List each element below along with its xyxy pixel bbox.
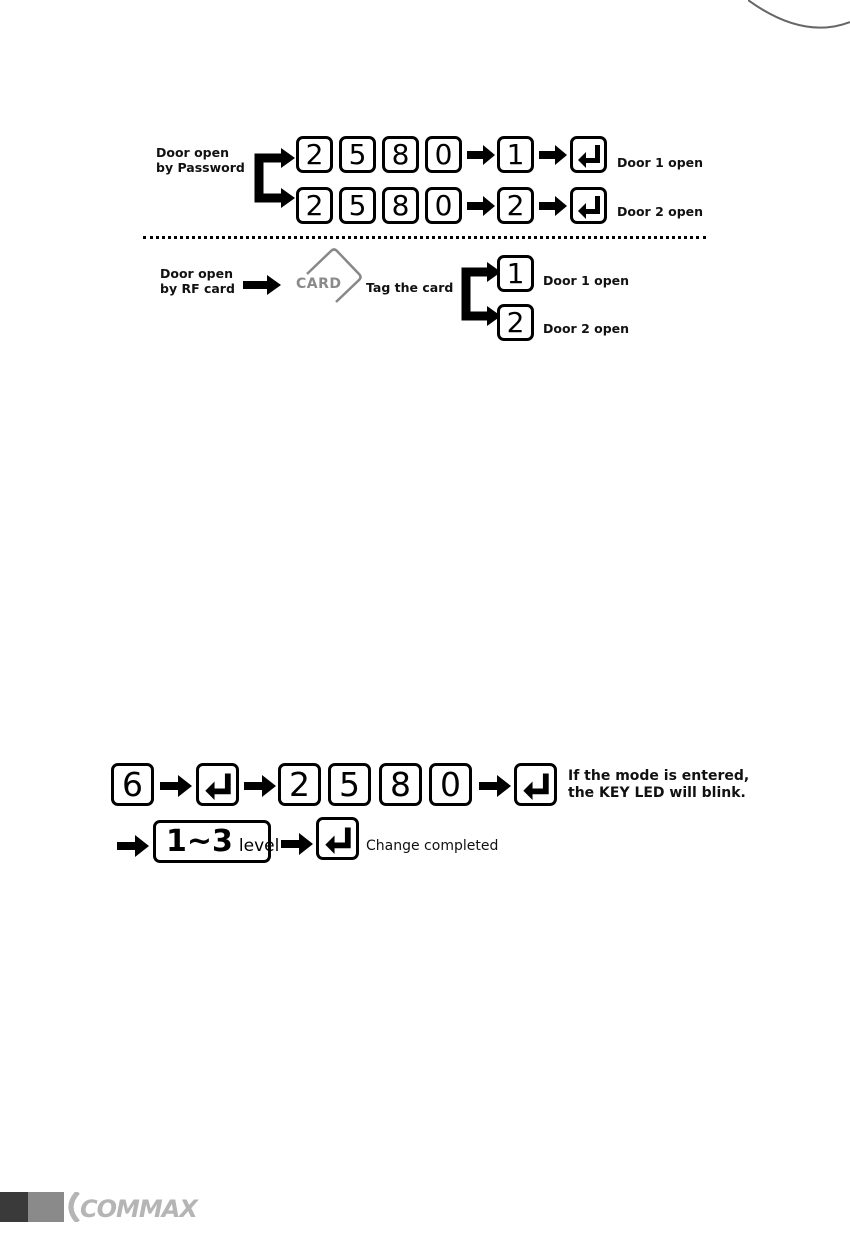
key-mode-6[interactable]: 6 (111, 763, 154, 806)
key-enter[interactable] (570, 187, 607, 224)
key-digit[interactable]: 0 (429, 763, 472, 806)
key-door-1[interactable]: 1 (497, 255, 534, 292)
key-digit[interactable]: 5 (328, 763, 371, 806)
branch-arrow-icon (453, 258, 501, 330)
rf-door2-result: Door 2 open (543, 321, 630, 336)
footer-bar-mid (28, 1192, 64, 1222)
key-digit[interactable]: 5 (339, 136, 376, 173)
dotted-divider (143, 236, 706, 239)
key-enter[interactable] (570, 136, 607, 173)
key-door-2[interactable]: 2 (497, 187, 534, 224)
level-range-text: 1~3 (166, 823, 233, 859)
key-digit[interactable]: 0 (425, 187, 462, 224)
enter-icon (521, 770, 551, 800)
key-digit[interactable]: 8 (379, 763, 422, 806)
right-arrow-icon (160, 775, 192, 797)
door2-result: Door 2 open (617, 204, 704, 219)
enter-icon (203, 770, 233, 800)
enter-icon (576, 193, 602, 219)
rf-door1-result: Door 1 open (543, 273, 630, 288)
key-enter[interactable] (196, 763, 239, 806)
level-unit-text: level (238, 836, 280, 856)
card-text: CARD (296, 276, 342, 292)
rf-card-label: Door open by RF card (160, 266, 235, 296)
right-arrow-icon (244, 775, 276, 797)
mode-note: If the mode is entered, the KEY LED will blink. (568, 768, 750, 801)
right-arrow-icon (467, 145, 495, 165)
key-door-2[interactable]: 2 (497, 304, 534, 341)
key-level-range[interactable] (153, 820, 280, 863)
key-digit[interactable]: 0 (425, 136, 462, 173)
right-arrow-icon (467, 196, 495, 216)
key-door-1[interactable]: 1 (497, 136, 534, 173)
enter-icon (576, 142, 602, 168)
right-arrow-icon (479, 775, 511, 797)
key-enter[interactable] (514, 763, 557, 806)
key-digit[interactable]: 5 (339, 187, 376, 224)
password-label: Door open by Password (156, 145, 245, 175)
page-corner-arc (748, 0, 850, 30)
key-digit[interactable]: 8 (382, 136, 419, 173)
branch-arrow-icon (245, 142, 295, 212)
footer-bar-dark (0, 1192, 28, 1222)
key-digit[interactable]: 2 (296, 187, 333, 224)
right-arrow-icon (539, 196, 567, 216)
right-arrow-icon (117, 835, 149, 857)
key-digit[interactable]: 8 (382, 187, 419, 224)
key-enter[interactable] (316, 817, 359, 860)
right-arrow-icon (539, 145, 567, 165)
right-arrow-icon (281, 833, 313, 855)
change-completed-text: Change completed (366, 838, 499, 854)
key-digit[interactable]: 2 (278, 763, 321, 806)
enter-icon (323, 824, 353, 854)
key-digit[interactable]: 2 (296, 136, 333, 173)
brand-logo: COMMAX (80, 1195, 197, 1223)
footer-swoosh (62, 1192, 82, 1222)
door1-result: Door 1 open (617, 155, 704, 170)
right-arrow-icon (243, 275, 281, 295)
tag-card-text: Tag the card (366, 280, 454, 295)
